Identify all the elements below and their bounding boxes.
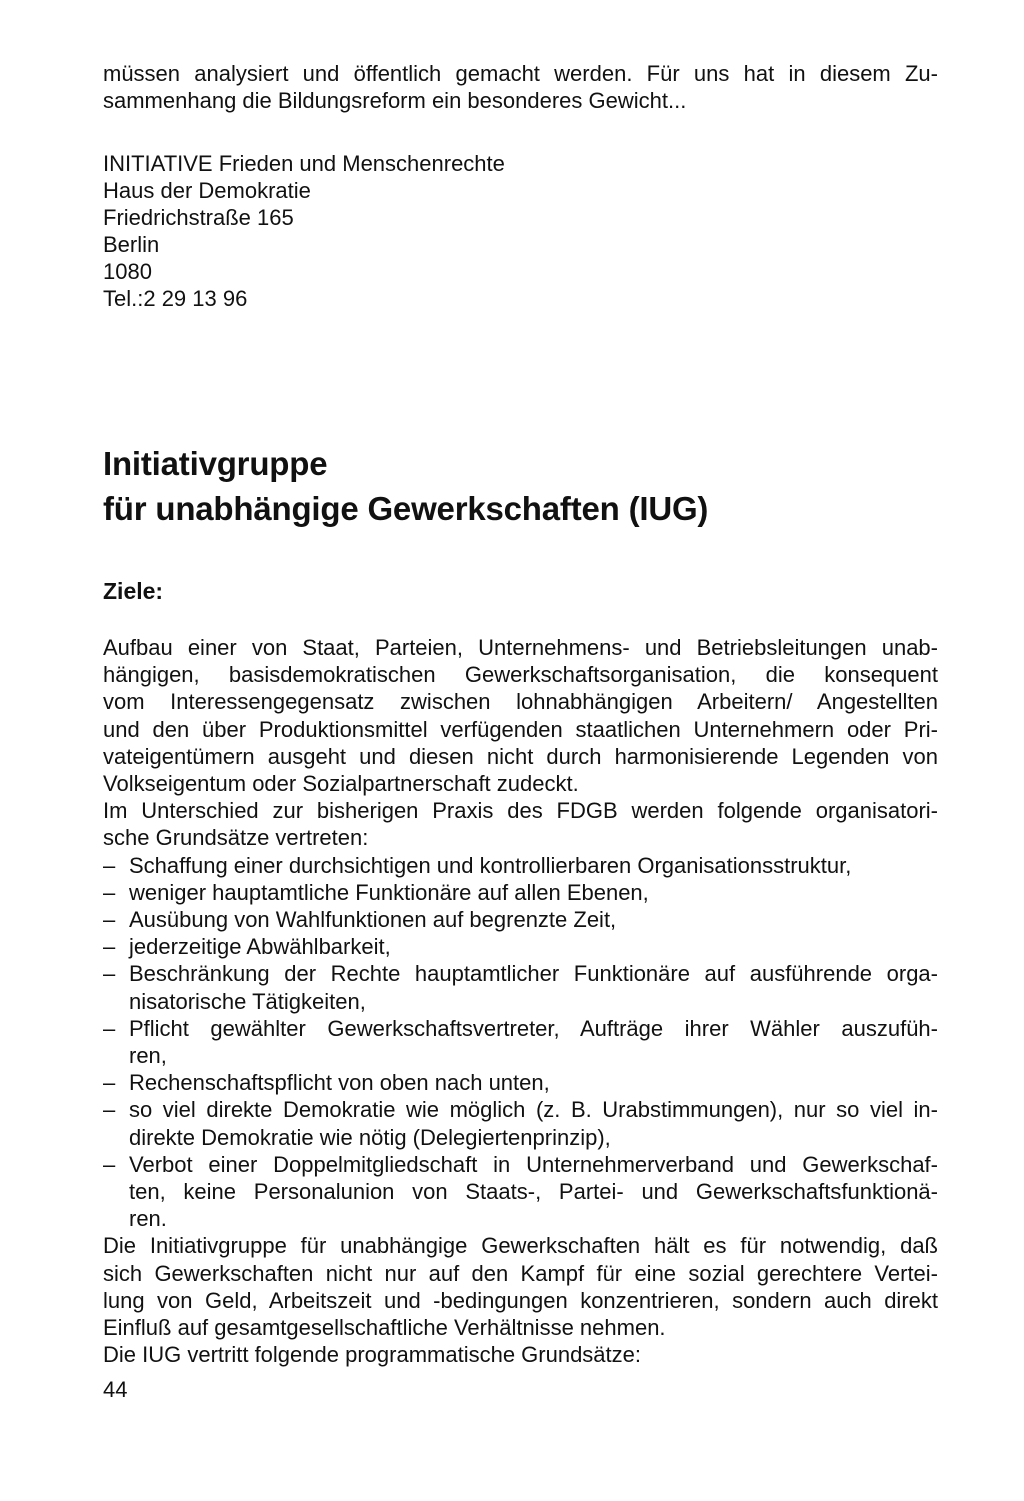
list-item-text xyxy=(129,1015,938,1069)
text-line: Aufbau einer von Staat, Parteien, Unternehmens- und Betriebsleitungen unab- xyxy=(103,635,938,660)
text-line: Beschränkung der Rechte hauptamtlicher Funktionäre auf ausführende orga- xyxy=(129,961,938,987)
text-line: ren, xyxy=(129,1043,167,1069)
list-item-text xyxy=(129,933,938,960)
paragraph-principles-intro xyxy=(103,797,938,851)
text-line: lung von Geld, Arbeitszeit und -bedingungen konzentrieren, sondern auch direkt xyxy=(103,1287,938,1313)
text-line: Rechenschaftspflicht von oben nach unten, xyxy=(129,1070,550,1096)
list-dash: – xyxy=(103,1097,116,1123)
list-item-text xyxy=(129,1151,938,1233)
list-item xyxy=(103,906,938,933)
text-line: Die IUG vertritt folgende programmatische Grundsätze: xyxy=(103,1342,642,1368)
list-item xyxy=(103,1015,938,1069)
list-item-text xyxy=(129,1069,938,1096)
document-page xyxy=(103,60,938,1368)
address-postcode: 1080 xyxy=(103,259,152,284)
intro-line: müssen analysiert und öffentlich gemacht werden. Für uns hat in diesem Zu- xyxy=(103,61,938,86)
text-line: nisatorische Tätigkeiten, xyxy=(129,988,366,1014)
text-line: Volkseigentum oder Sozialpartnerschaft zudeckt. xyxy=(103,771,579,797)
intro-paragraph xyxy=(103,60,938,114)
text-line: sche Grundsätze vertreten: xyxy=(103,825,369,851)
text-line: vom Interessengegensatz zwischen lohnabhängigen Arbeitern/ Angestellten xyxy=(103,689,938,715)
list-item-text xyxy=(129,906,938,933)
text-line: jederzeitige Abwählbarkeit, xyxy=(129,934,391,960)
list-dash: – xyxy=(103,934,116,960)
text-line: Im Unterschied zur bisherigen Praxis des FDGB werden folgende organisatori- xyxy=(103,798,938,824)
text-line: direkte Demokratie wie nötig (Delegiertenprinzip), xyxy=(129,1124,611,1150)
list-dash: – xyxy=(103,852,116,878)
text-line: Einfluß auf gesamtgesellschaftliche Verhältnisse nehmen. xyxy=(103,1315,666,1341)
list-dash: – xyxy=(103,907,116,933)
list-item xyxy=(103,852,938,879)
goals-subheading: Ziele: xyxy=(103,578,164,604)
text-line: weniger hauptamtliche Funktionäre auf allen Ebenen, xyxy=(129,879,649,905)
text-line: Verbot einer Doppelmitgliedschaft in Unternehmerverband und Gewerkschaf- xyxy=(129,1151,938,1177)
list-dash: – xyxy=(103,879,116,905)
list-dash: – xyxy=(103,961,116,987)
address-block xyxy=(103,150,938,312)
text-line: Pflicht gewählter Gewerkschaftsvertreter, Aufträge ihrer Wähler auszufüh- xyxy=(129,1015,938,1041)
list-item xyxy=(103,960,938,1014)
text-line: vateigentümern ausgeht und diesen nicht durch harmonisierende Legenden von xyxy=(103,743,938,769)
list-item xyxy=(103,879,938,906)
list-item-text xyxy=(129,960,938,1014)
text-line: hängigen, basisdemokratischen Gewerkschaftsorganisation, die konsequent xyxy=(103,662,938,688)
list-item-text xyxy=(129,852,938,879)
page-number: 44 xyxy=(103,1377,128,1402)
text-line: so viel direkte Demokratie wie möglich (z. B. Urabstimmungen), nur so viel in- xyxy=(129,1097,938,1123)
heading-line: Initiativgruppe xyxy=(103,445,328,482)
text-line: Ausübung von Wahlfunktionen auf begrenzte Zeit, xyxy=(129,907,617,933)
text-line: Die Initiativgruppe für unabhängige Gewerkschaften hält es für notwendig, daß xyxy=(103,1233,938,1259)
address-organization: INITIATIVE Frieden und Menschenrechte xyxy=(103,151,505,176)
list-item xyxy=(103,1151,938,1233)
section-heading xyxy=(103,441,938,531)
list-dash: – xyxy=(103,1015,116,1041)
list-dash: – xyxy=(103,1070,116,1096)
list-dash: – xyxy=(103,1151,116,1177)
principles-list xyxy=(103,852,938,1233)
list-item xyxy=(103,1069,938,1096)
text-line: sich Gewerkschaften nicht nur auf den Kampf für eine sozial gerechtere Vertei- xyxy=(103,1260,938,1286)
text-line: Schaffung einer durchsichtigen und kontrollierbaren Organisationsstruktur, xyxy=(129,852,852,878)
paragraph-program-intro xyxy=(103,1341,938,1368)
paragraph-union-role xyxy=(103,1232,938,1341)
address-city: Berlin xyxy=(103,232,160,257)
text-line: ren. xyxy=(129,1206,167,1232)
text-line: und den über Produktionsmittel verfügenden staatlichen Unternehmern oder Pri- xyxy=(103,716,938,742)
heading-line: für unabhängige Gewerkschaften (IUG) xyxy=(103,490,709,527)
address-street: Friedrichstraße 165 xyxy=(103,205,294,230)
text-line: ten, keine Personalunion von Staats-, Partei- und Gewerkschaftsfunktionä- xyxy=(129,1179,938,1205)
list-item-text xyxy=(129,879,938,906)
list-item xyxy=(103,1096,938,1150)
list-item-text xyxy=(129,1096,938,1150)
intro-line: sammenhang die Bildungsreform ein besonderes Gewicht... xyxy=(103,88,687,113)
paragraph-goals xyxy=(103,634,938,797)
address-building: Haus der Demokratie xyxy=(103,178,311,203)
body-text xyxy=(103,634,938,1368)
list-item xyxy=(103,933,938,960)
address-phone: Tel.:2 29 13 96 xyxy=(103,286,248,311)
